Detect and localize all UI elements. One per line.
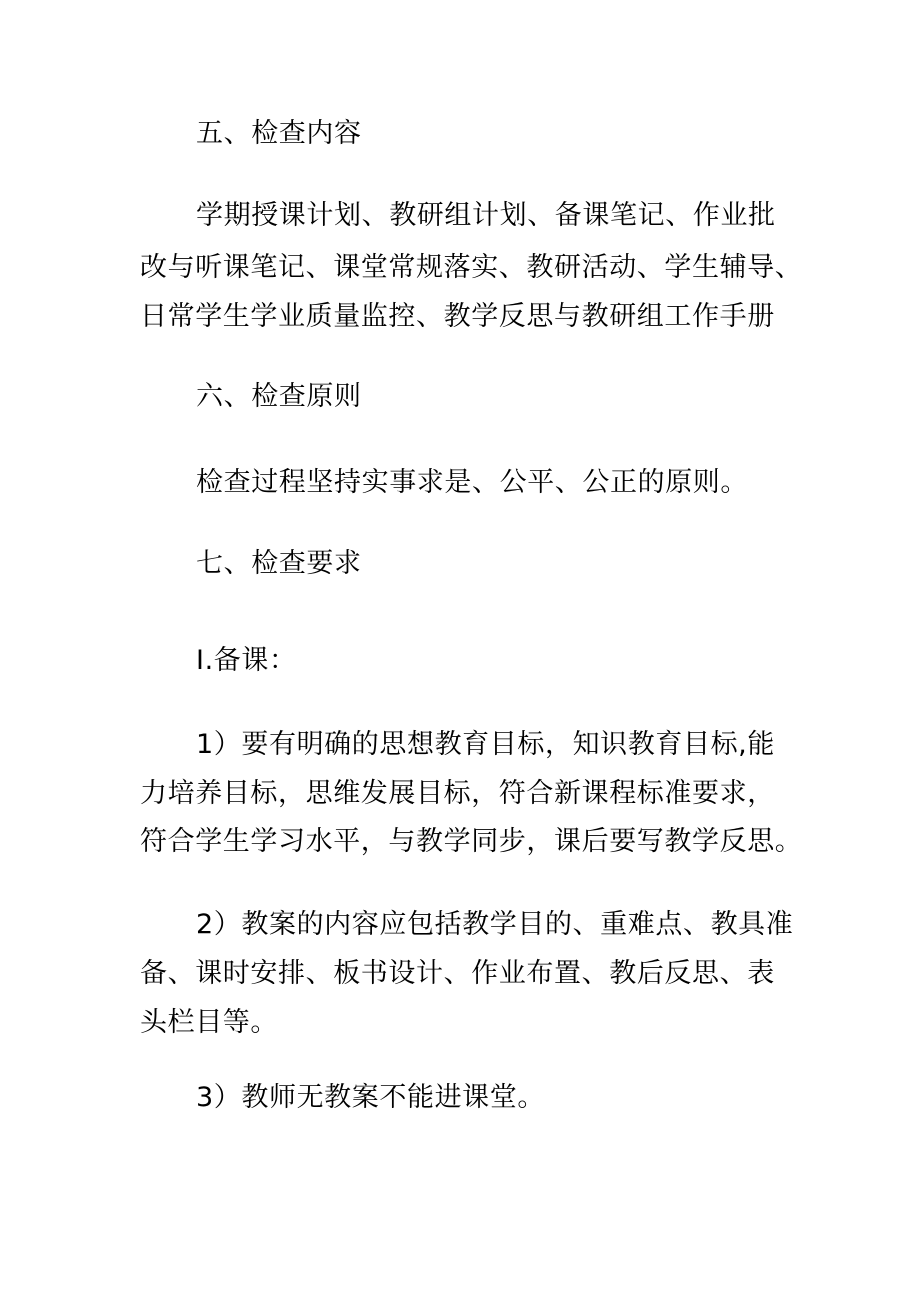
section6-text: 检查过程坚持实事求是、公平、公正的原则。 <box>196 467 748 498</box>
item1-line-3: 符合学生学习水平，与教学同步，课后要写教学反思。 <box>140 826 803 857</box>
item1-line-1: 1）要有明确的思想教育目标，知识教育目标,能 <box>196 729 775 760</box>
section-heading-5: 五、检查内容 <box>196 118 362 149</box>
section5-line-3: 日常学生学业质量监控、教学反思与教研组工作手册 <box>140 301 775 332</box>
item3-line: 3）教师无教案不能进课堂。 <box>196 1082 545 1113</box>
item2-line-1: 2）教案的内容应包括教学目的、重难点、教具准 <box>196 909 794 940</box>
item1-line-2: 力培养目标，思维发展目标，符合新课程标准要求， <box>140 778 775 809</box>
section-heading-6: 六、检查原则 <box>196 381 362 412</box>
subsection-title-1: I.备课： <box>196 645 297 676</box>
item2-line-3: 头栏目等。 <box>140 1007 278 1038</box>
item2-line-2: 备、课时安排、板书设计、作业布置、教后反思、表 <box>140 958 775 989</box>
section5-line-2: 改与听课笔记、课堂常规落实、教研活动、学生辅导、 <box>140 252 803 283</box>
section5-line-1: 学期授课计划、教研组计划、备课笔记、作业批 <box>196 200 776 231</box>
section-heading-7: 七、检查要求 <box>196 548 362 579</box>
